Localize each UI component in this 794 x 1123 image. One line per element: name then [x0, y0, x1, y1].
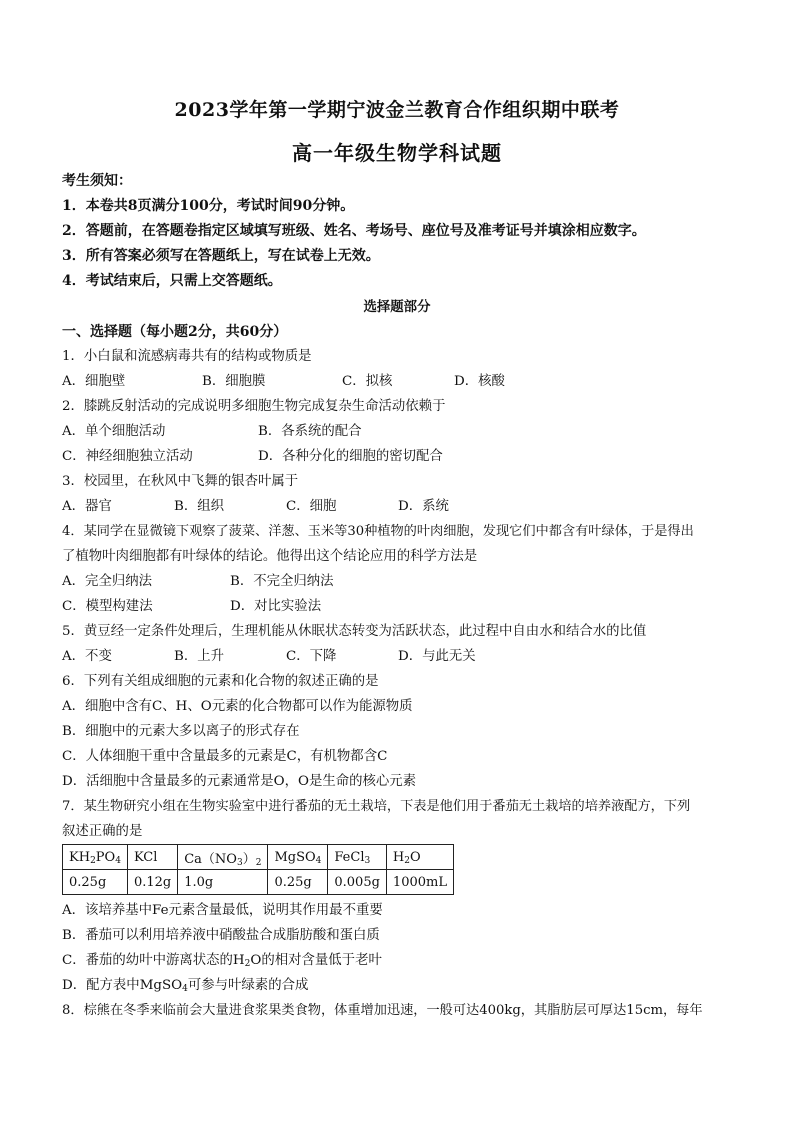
q6-option-c: C．人体细胞干重中含量最多的元素是C，有机物都含C [62, 749, 388, 764]
table-cell: 0.12g [127, 870, 177, 895]
table-header-cell: $Ca(NO_3)_2$ [178, 845, 268, 870]
q2-option-d: D．各种分化的细胞的密切配合 [258, 449, 443, 464]
question-7-stem-line2: 叙述正确的是 [62, 824, 143, 839]
table-header-cell: $KH_2PO_4$ [63, 845, 128, 870]
q4-option-d: D．对比实验法 [230, 599, 322, 614]
q6-option-a: A．细胞中含有C、H、O元素的化合物都可以作为能源物质 [62, 699, 413, 714]
q5-option-a: A．不变 [62, 649, 112, 664]
q2-option-c: C．神经细胞独立活动 [62, 449, 193, 464]
question-3-stem: 3．校园里，在秋风中飞舞的银杏叶属于 [62, 474, 299, 489]
question-2-stem: 2．膝跳反射活动的完成说明多细胞生物完成复杂生命活动依赖于 [62, 399, 446, 414]
q5-option-b: B．上升 [174, 649, 225, 664]
q1-option-d: D．核酸 [454, 374, 505, 389]
q4-option-b: B．不完全归纳法 [230, 574, 334, 589]
q5-option-d: D．与此无关 [398, 649, 476, 664]
question-7-stem-line1: 7．某生物研究小组在生物实验室中进行番茄的无土栽培，下表是他们用于番茄无土栽培的培养液配方，下列 [62, 799, 691, 814]
q2-option-a: A．单个细胞活动 [62, 424, 166, 439]
q1-option-a: A．细胞壁 [62, 374, 126, 389]
q3-option-c: C．细胞 [286, 499, 337, 514]
q3-option-b: B．组织 [174, 499, 225, 514]
q6-option-d: D．活细胞中含量最多的元素通常是O，O是生命的核心元素 [62, 774, 417, 789]
table-header-cell: KCl [127, 845, 177, 870]
question-5-stem: 5．黄豆经一定条件处理后，生理机能从休眠状态转变为活跃状态，此过程中自由水和结合水的比值 [62, 624, 647, 639]
q3-option-a: A．器官 [62, 499, 112, 514]
table-header-cell: MgSO$_4$ [268, 845, 328, 870]
table-header-row [63, 845, 454, 870]
q7-option-b: B．番茄可以利用培养液中硝酸盐合成脂肪酸和蛋白质 [62, 928, 380, 943]
table-cell: 0.005g [328, 870, 387, 895]
q5-option-c: C．下降 [286, 649, 337, 664]
q7-option-c: C．番茄的幼叶中游离状态的$H_2O$的相对含量低于老叶 [62, 953, 382, 969]
exam-subtitle: 高一年级生物学科试题 [292, 141, 502, 165]
notice-item-2: 2．答题前，在答题卷指定区域填写班级、姓名、考场号、座位号及准考证号并填涂相应数字。 [62, 223, 646, 239]
q7-option-d: D．配方表中MgSO$_4$可参与叶绿素的合成 [62, 978, 309, 994]
nutrient-solution-table [62, 844, 454, 895]
notice-item-3: 3．所有答案必须写在答题纸上，写在试卷上无效。 [62, 248, 380, 264]
table-cell: 0.25g [63, 870, 128, 895]
notice-item-4: 4．考试结束后，只需上交答题纸。 [62, 273, 282, 289]
q4-option-c: C．模型构建法 [62, 599, 153, 614]
exam-title: 2023学年第一学期宁波金兰教育合作组织期中联考 [174, 99, 620, 121]
table-header-cell: FeCl$_3$ [328, 845, 387, 870]
q7-option-a: A．该培养基中Fe元素含量最低，说明其作用最不重要 [62, 903, 383, 918]
q1-option-b: B．细胞膜 [202, 374, 266, 389]
section-heading: 一、选择题（每小题2分，共60分） [62, 324, 288, 340]
question-6-stem: 6．下列有关组成细胞的元素和化合物的叙述正确的是 [62, 674, 379, 689]
table-header-cell: $H_2O$ [386, 845, 453, 870]
table-cell: 1000mL [386, 870, 453, 895]
q4-option-a: A．完全归纳法 [62, 574, 153, 589]
table-cell: 0.25g [268, 870, 328, 895]
question-4-stem-line2: 了植物叶肉细胞都有叶绿体的结论。他得出这个结论应用的科学方法是 [62, 549, 478, 564]
question-4-stem-line1: 4．某同学在显微镜下观察了菠菜、洋葱、玉米等30种植物的叶肉细胞，发现它们中都含有叶绿体，于是得出 [62, 524, 694, 539]
q2-option-b: B．各系统的配合 [258, 424, 362, 439]
notice-item-1: 1．本卷共8页满分100分，考试时间90分钟。 [62, 198, 355, 214]
notice-heading: 考生须知： [62, 173, 132, 189]
q1-option-c: C．拟核 [342, 374, 393, 389]
part-title: 选择题部分 [363, 299, 431, 315]
table-cell: 1.0g [178, 870, 268, 895]
table-row [63, 870, 454, 895]
question-8-stem: 8．棕熊在冬季来临前会大量进食浆果类食物，体重增加迅速，一般可达400kg，其脂肪层可厚达15cm，每年 [62, 1003, 703, 1018]
q6-option-b: B．细胞中的元素大多以离子的形式存在 [62, 724, 300, 739]
q3-option-d: D．系统 [398, 499, 449, 514]
question-1-stem: 1．小白鼠和流感病毒共有的结构或物质是 [62, 349, 312, 364]
